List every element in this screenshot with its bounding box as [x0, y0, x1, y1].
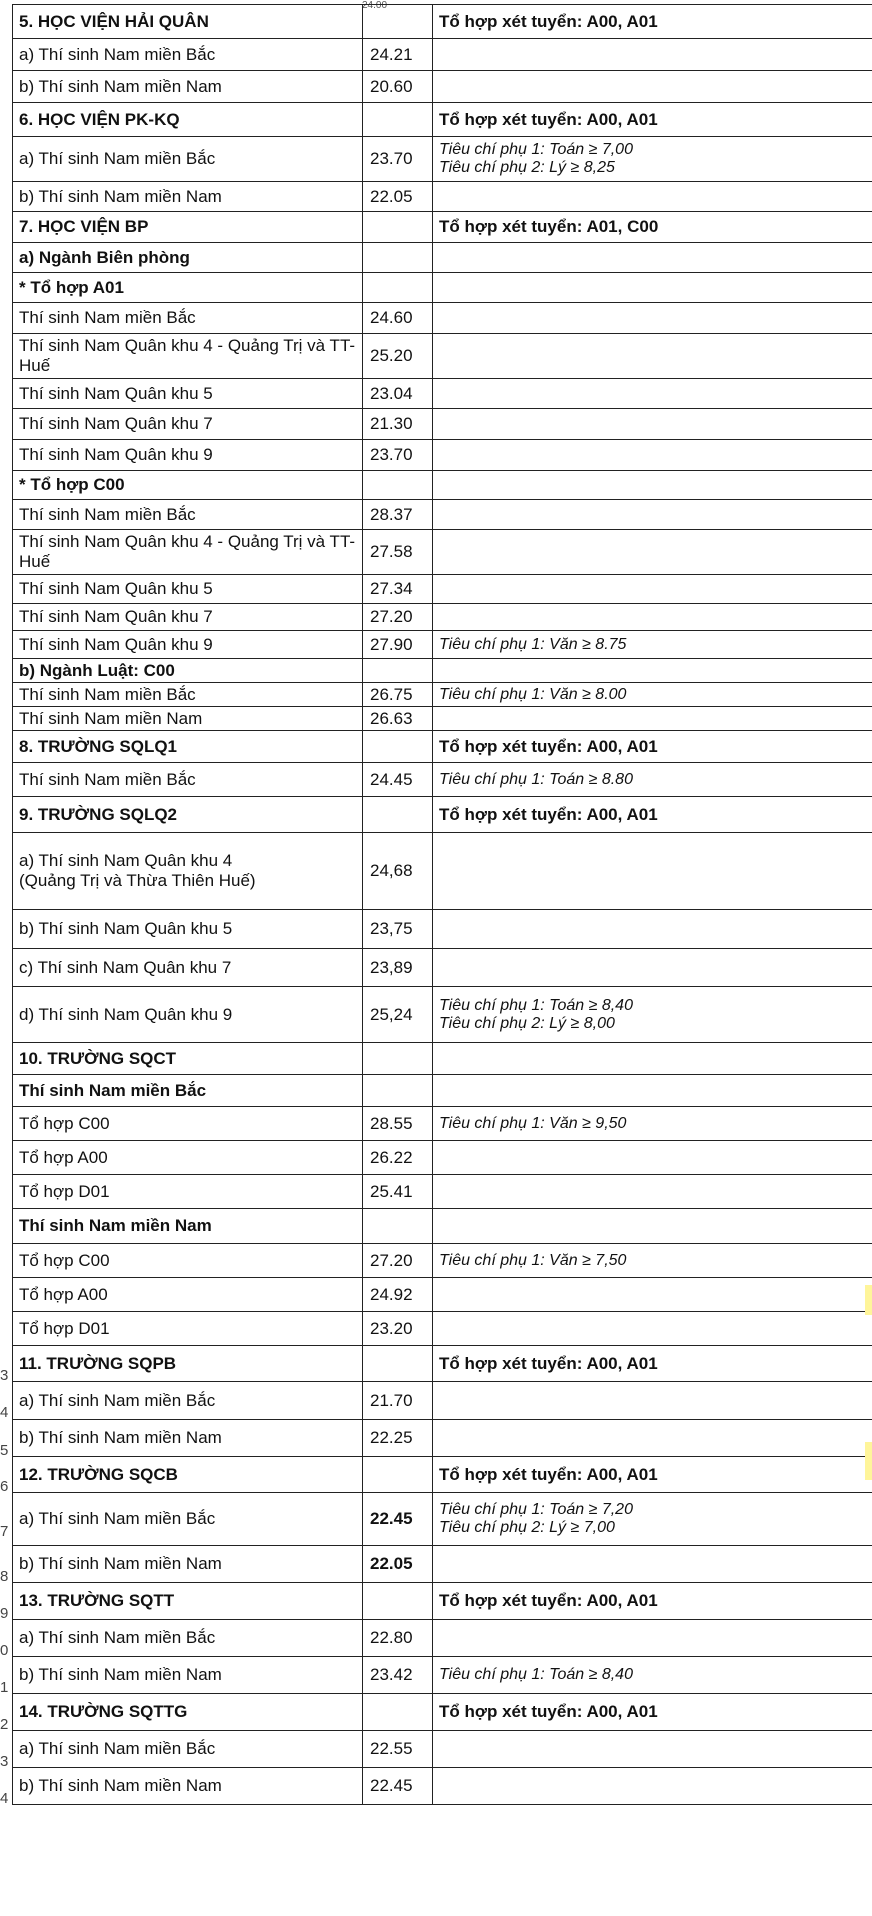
table-row: [13, 303, 872, 334]
candidate-group-cell: Thí sinh Nam miền Bắc: [13, 1075, 363, 1107]
section-header-row: [13, 5, 872, 39]
subsection-row: [13, 471, 872, 500]
table-row: [13, 71, 872, 103]
score-cell: [363, 797, 433, 833]
criteria-cell: [433, 1382, 872, 1420]
score-cell: [363, 1346, 433, 1382]
score-cell: 22.45: [363, 1768, 433, 1805]
criteria-cell: Tổ hợp xét tuyển: A00, A01: [433, 1457, 872, 1493]
table-row: [13, 440, 872, 471]
score-cell: [363, 1583, 433, 1620]
candidate-group-cell: b) Thí sinh Nam miền Nam: [13, 71, 363, 103]
row-number: 0: [0, 1641, 9, 1659]
criteria-cell: [433, 949, 872, 987]
candidate-group-cell: Thí sinh Nam Quân khu 4 - Quảng Trị và TT-Huế: [13, 530, 363, 575]
criteria-cell: [433, 243, 872, 273]
highlight-mark: [865, 1285, 872, 1315]
table-row: [13, 631, 872, 659]
row-number: 1: [0, 1678, 9, 1696]
candidate-group-cell: a) Thí sinh Nam miền Bắc: [13, 1382, 363, 1420]
table-row: [13, 1244, 872, 1278]
criteria-cell: [433, 575, 872, 604]
table-row: [13, 604, 872, 631]
table-row: [13, 683, 872, 707]
table-row: [13, 39, 872, 71]
candidate-group-cell: Tổ hợp A00: [13, 1141, 363, 1175]
criteria-cell: [433, 1546, 872, 1583]
criteria-cell: [433, 604, 872, 631]
score-cell: [363, 273, 433, 303]
criteria-cell: [433, 500, 872, 530]
criteria-cell: [433, 833, 872, 910]
row-number: 6: [0, 1478, 9, 1495]
candidate-group-cell: 14. TRƯỜNG SQTTG: [13, 1694, 363, 1731]
score-cell: 24.60: [363, 303, 433, 334]
criteria-cell: [433, 303, 872, 334]
section-header-row: [13, 1583, 872, 1620]
criteria-cell: [433, 1175, 872, 1209]
row-number: 3: [0, 1752, 9, 1770]
row-number: 5: [0, 1441, 9, 1459]
subsection-row: [13, 1075, 872, 1107]
criteria-cell: [433, 659, 872, 683]
criteria-cell: Tổ hợp xét tuyển: A01, C00: [433, 212, 872, 243]
candidate-group-cell: b) Thí sinh Nam miền Nam: [13, 1657, 363, 1694]
criteria-cell: [433, 273, 872, 303]
criteria-cell: [433, 1420, 872, 1457]
table-row: [13, 1546, 872, 1583]
criteria-cell: [433, 1312, 872, 1346]
criteria-cell: Tiêu chí phụ 1: Toán ≥ 7,00 Tiêu chí phụ 2: Lý ≥ 8,25: [433, 137, 872, 182]
table-row: [13, 1620, 872, 1657]
score-cell: 25.41: [363, 1175, 433, 1209]
table-row: [13, 334, 872, 379]
table-row: [13, 1278, 872, 1312]
score-cell: 24.21: [363, 39, 433, 71]
criteria-cell: [433, 379, 872, 409]
candidate-group-cell: a) Thí sinh Nam miền Bắc: [13, 1620, 363, 1657]
score-cell: 27.20: [363, 1244, 433, 1278]
row-number: 2: [0, 1715, 9, 1733]
candidate-group-cell: a) Thí sinh Nam Quân khu 4 (Quảng Trị và Thừa Thiên Huế): [13, 833, 363, 910]
table-row: [13, 182, 872, 212]
criteria-cell: [433, 1620, 872, 1657]
candidate-group-cell: 7. HỌC VIỆN BP: [13, 212, 363, 243]
row-number: 4: [0, 1789, 9, 1807]
score-cell: 27.58: [363, 530, 433, 575]
criteria-cell: Tổ hợp xét tuyển: A00, A01: [433, 1346, 872, 1382]
candidate-group-cell: Tổ hợp D01: [13, 1175, 363, 1209]
score-cell: 26.63: [363, 707, 433, 731]
score-cell: 24.92: [363, 1278, 433, 1312]
section-header-row: [13, 1043, 872, 1075]
score-cell: 27.90: [363, 631, 433, 659]
table-row: [13, 575, 872, 604]
table-row: [13, 379, 872, 409]
score-cell: [363, 5, 433, 39]
candidate-group-cell: a) Thí sinh Nam miền Bắc: [13, 137, 363, 182]
candidate-group-cell: a) Thí sinh Nam miền Bắc: [13, 39, 363, 71]
criteria-cell: Tiêu chí phụ 1: Văn ≥ 8.75: [433, 631, 872, 659]
table-row: [13, 707, 872, 731]
score-cell: 28.37: [363, 500, 433, 530]
candidate-group-cell: 11. TRƯỜNG SQPB: [13, 1346, 363, 1382]
criteria-cell: Tổ hợp xét tuyển: A00, A01: [433, 731, 872, 763]
score-cell: 23.70: [363, 440, 433, 471]
criteria-cell: [433, 1075, 872, 1107]
table-row: [13, 1493, 872, 1546]
score-cell: 23.20: [363, 1312, 433, 1346]
subsection-row: [13, 659, 872, 683]
criteria-cell: Tiêu chí phụ 1: Toán ≥ 8.80: [433, 763, 872, 797]
table-row: [13, 1312, 872, 1346]
score-cell: 23,89: [363, 949, 433, 987]
score-cell: 22.80: [363, 1620, 433, 1657]
criteria-cell: [433, 334, 872, 379]
candidate-group-cell: b) Thí sinh Nam miền Nam: [13, 1420, 363, 1457]
criteria-cell: [433, 1209, 872, 1244]
table-row: [13, 1731, 872, 1768]
candidate-group-cell: Tổ hợp A00: [13, 1278, 363, 1312]
criteria-cell: Tổ hợp xét tuyển: A00, A01: [433, 103, 872, 137]
section-header-row: [13, 1694, 872, 1731]
score-cell: 24,68: [363, 833, 433, 910]
candidate-group-cell: 13. TRƯỜNG SQTT: [13, 1583, 363, 1620]
table-row: [13, 910, 872, 949]
table-row: [13, 1175, 872, 1209]
candidate-group-cell: b) Thí sinh Nam miền Nam: [13, 1546, 363, 1583]
subsection-row: [13, 243, 872, 273]
candidate-group-cell: 9. TRƯỜNG SQLQ2: [13, 797, 363, 833]
score-cell: [363, 1457, 433, 1493]
score-cell: 21.70: [363, 1382, 433, 1420]
candidate-group-cell: Thí sinh Nam Quân khu 7: [13, 409, 363, 440]
table-row: [13, 137, 872, 182]
candidate-group-cell: b) Thí sinh Nam miền Nam: [13, 182, 363, 212]
candidate-group-cell: Tổ hợp C00: [13, 1107, 363, 1141]
score-cell: 22.55: [363, 1731, 433, 1768]
criteria-cell: [433, 1731, 872, 1768]
criteria-cell: Tiêu chí phụ 1: Văn ≥ 9,50: [433, 1107, 872, 1141]
candidate-group-cell: Thí sinh Nam miền Bắc: [13, 763, 363, 797]
section-header-row: [13, 731, 872, 763]
score-cell: 25,24: [363, 987, 433, 1043]
score-cell: 22.05: [363, 1546, 433, 1583]
criteria-cell: [433, 1043, 872, 1075]
table-row: [13, 987, 872, 1043]
subsection-row: [13, 273, 872, 303]
section-header-row: [13, 797, 872, 833]
candidate-group-cell: Thí sinh Nam miền Bắc: [13, 500, 363, 530]
table-row: [13, 833, 872, 910]
candidate-group-cell: Tổ hợp D01: [13, 1312, 363, 1346]
score-cell: 21.30: [363, 409, 433, 440]
candidate-group-cell: * Tổ hợp A01: [13, 273, 363, 303]
criteria-cell: Tiêu chí phụ 1: Toán ≥ 7,20 Tiêu chí phụ 2: Lý ≥ 7,00: [433, 1493, 872, 1546]
criteria-cell: Tiêu chí phụ 1: Văn ≥ 8.00: [433, 683, 872, 707]
score-cell: 26.75: [363, 683, 433, 707]
highlight-mark: [865, 1442, 872, 1480]
candidate-group-cell: Thí sinh Nam miền Bắc: [13, 683, 363, 707]
candidate-group-cell: 10. TRƯỜNG SQCT: [13, 1043, 363, 1075]
candidate-group-cell: b) Ngành Luật: C00: [13, 659, 363, 683]
table-row: [13, 763, 872, 797]
table-row: [13, 1420, 872, 1457]
criteria-cell: [433, 707, 872, 731]
candidate-group-cell: Thí sinh Nam Quân khu 4 - Quảng Trị và TT-Huế: [13, 334, 363, 379]
candidate-group-cell: Thí sinh Nam Quân khu 5: [13, 575, 363, 604]
section-header-row: [13, 103, 872, 137]
table-row: [13, 1657, 872, 1694]
criteria-cell: Tổ hợp xét tuyển: A00, A01: [433, 5, 872, 39]
score-table: [12, 4, 872, 1805]
criteria-cell: [433, 1278, 872, 1312]
candidate-group-cell: Thí sinh Nam Quân khu 9: [13, 631, 363, 659]
score-cell: [363, 1043, 433, 1075]
candidate-group-cell: 6. HỌC VIỆN PK-KQ: [13, 103, 363, 137]
score-cell: [363, 1694, 433, 1731]
criteria-cell: Tổ hợp xét tuyển: A00, A01: [433, 797, 872, 833]
score-cell: 28.55: [363, 1107, 433, 1141]
score-cell: 22.25: [363, 1420, 433, 1457]
top-fragment: 24.00: [362, 0, 388, 11]
candidate-group-cell: 12. TRƯỜNG SQCB: [13, 1457, 363, 1493]
criteria-cell: [433, 1141, 872, 1175]
candidate-group-cell: Thí sinh Nam Quân khu 7: [13, 604, 363, 631]
criteria-cell: Tiêu chí phụ 1: Toán ≥ 8,40: [433, 1657, 872, 1694]
criteria-cell: [433, 409, 872, 440]
row-number: 3: [0, 1367, 9, 1384]
criteria-cell: Tiêu chí phụ 1: Toán ≥ 8,40 Tiêu chí phụ 2: Lý ≥ 8,00: [433, 987, 872, 1043]
candidate-group-cell: b) Thí sinh Nam Quân khu 5: [13, 910, 363, 949]
candidate-group-cell: Thí sinh Nam miền Nam: [13, 707, 363, 731]
score-cell: [363, 1075, 433, 1107]
candidate-group-cell: Thí sinh Nam miền Nam: [13, 1209, 363, 1244]
candidate-group-cell: Thí sinh Nam Quân khu 5: [13, 379, 363, 409]
criteria-cell: Tiêu chí phụ 1: Văn ≥ 7,50: [433, 1244, 872, 1278]
score-cell: 22.45: [363, 1493, 433, 1546]
candidate-group-cell: Thí sinh Nam Quân khu 9: [13, 440, 363, 471]
criteria-cell: [433, 530, 872, 575]
score-cell: [363, 659, 433, 683]
criteria-cell: Tổ hợp xét tuyển: A00, A01: [433, 1694, 872, 1731]
score-cell: 23.42: [363, 1657, 433, 1694]
criteria-cell: [433, 39, 872, 71]
table-row: [13, 1768, 872, 1805]
score-cell: 20.60: [363, 71, 433, 103]
criteria-cell: [433, 71, 872, 103]
candidate-group-cell: Tổ hợp C00: [13, 1244, 363, 1278]
score-cell: 27.20: [363, 604, 433, 631]
table-row: [13, 409, 872, 440]
candidate-group-cell: c) Thí sinh Nam Quân khu 7: [13, 949, 363, 987]
score-cell: 24.45: [363, 763, 433, 797]
row-number: 8: [0, 1567, 9, 1585]
score-cell: [363, 103, 433, 137]
candidate-group-cell: 5. HỌC VIỆN HẢI QUÂN: [13, 5, 363, 39]
table-row: [13, 949, 872, 987]
candidate-group-cell: a) Thí sinh Nam miền Bắc: [13, 1493, 363, 1546]
candidate-group-cell: Thí sinh Nam miền Bắc: [13, 303, 363, 334]
candidate-group-cell: b) Thí sinh Nam miền Nam: [13, 1768, 363, 1805]
table-row: [13, 1382, 872, 1420]
criteria-cell: Tổ hợp xét tuyển: A00, A01: [433, 1583, 872, 1620]
candidate-group-cell: d) Thí sinh Nam Quân khu 9: [13, 987, 363, 1043]
candidate-group-cell: * Tổ hợp C00: [13, 471, 363, 500]
table-row: [13, 530, 872, 575]
score-cell: 27.34: [363, 575, 433, 604]
score-cell: 25.20: [363, 334, 433, 379]
table-row: [13, 1141, 872, 1175]
score-cell: 23,75: [363, 910, 433, 949]
score-cell: 26.22: [363, 1141, 433, 1175]
section-header-row: [13, 1457, 872, 1493]
score-cell: 22.05: [363, 182, 433, 212]
score-cell: [363, 471, 433, 500]
score-cell: 23.70: [363, 137, 433, 182]
score-cell: 23.04: [363, 379, 433, 409]
score-cell: [363, 243, 433, 273]
criteria-cell: [433, 910, 872, 949]
candidate-group-cell: a) Thí sinh Nam miền Bắc: [13, 1731, 363, 1768]
criteria-cell: [433, 182, 872, 212]
score-cell: [363, 212, 433, 243]
row-number: 7: [0, 1522, 9, 1540]
criteria-cell: [433, 1768, 872, 1805]
row-number: 9: [0, 1604, 9, 1622]
row-number: 4: [0, 1404, 9, 1421]
subsection-row: [13, 1209, 872, 1244]
section-header-row: [13, 212, 872, 243]
score-cell: [363, 1209, 433, 1244]
candidate-group-cell: a) Ngành Biên phòng: [13, 243, 363, 273]
table-row: [13, 500, 872, 530]
table-row: [13, 1107, 872, 1141]
section-header-row: [13, 1346, 872, 1382]
criteria-cell: [433, 440, 872, 471]
candidate-group-cell: 8. TRƯỜNG SQLQ1: [13, 731, 363, 763]
score-cell: [363, 731, 433, 763]
criteria-cell: [433, 471, 872, 500]
